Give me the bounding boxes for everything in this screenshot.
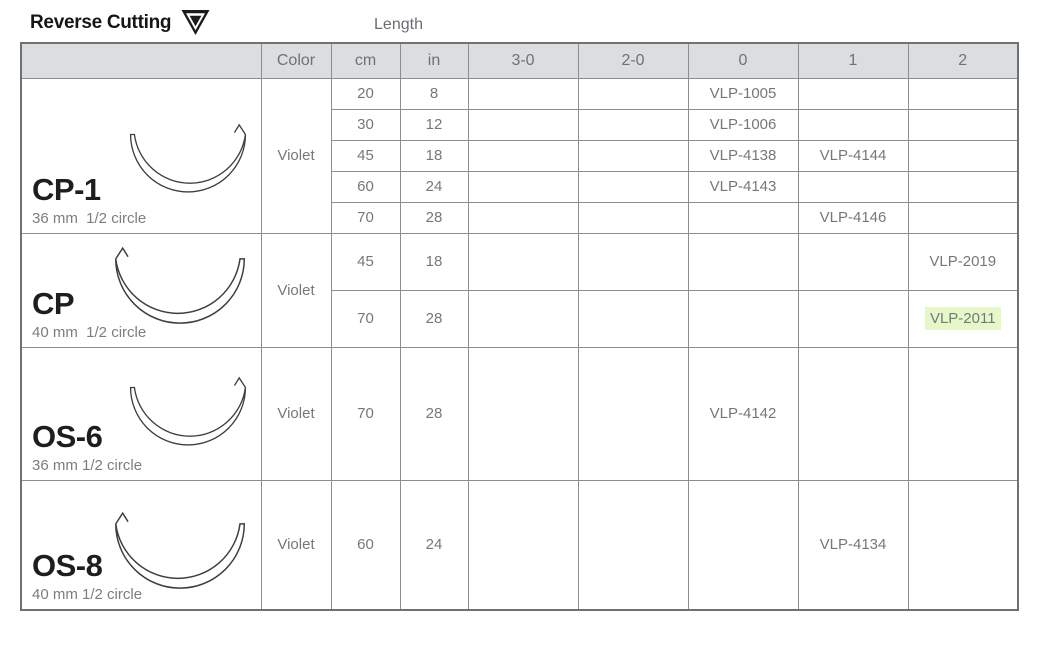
- needle-description-cell: [21, 347, 261, 480]
- length-in-cell: 12: [400, 109, 468, 140]
- section-cp: [21, 233, 1018, 347]
- empty-cell: [578, 109, 688, 140]
- empty-cell: [908, 347, 1018, 480]
- col-header-size-3-0: 3-0: [468, 43, 578, 78]
- empty-cell: [908, 78, 1018, 109]
- product-code-cell: [798, 202, 908, 233]
- product-code: VLP-1005: [709, 85, 777, 102]
- section-os-6: [21, 347, 1018, 480]
- needle-spec-table: [20, 42, 1019, 611]
- col-header-size-1: 1: [798, 43, 908, 78]
- length-in-cell: 18: [400, 233, 468, 290]
- needle-spec: 40 mm 1/2 circle: [32, 323, 147, 341]
- header-row: [21, 43, 1018, 78]
- length-cm-cell: 60: [331, 480, 400, 610]
- product-code: VLP-4144: [819, 147, 887, 164]
- empty-cell: [468, 140, 578, 171]
- empty-cell: [798, 233, 908, 290]
- product-code-cell: [798, 140, 908, 171]
- product-code: VLP-1006: [709, 116, 777, 133]
- needle-spec: 40 mm 1/2 circle: [32, 586, 143, 603]
- length-cm-cell: 30: [331, 109, 400, 140]
- empty-cell: [468, 109, 578, 140]
- product-code-cell: [798, 480, 908, 610]
- needle-code: OS-8: [32, 548, 103, 584]
- color-cell: Violet: [261, 233, 331, 347]
- product-code: VLP-4142: [709, 405, 777, 422]
- length-in-cell: 8: [400, 78, 468, 109]
- needle-label: [32, 418, 143, 474]
- product-code-cell: [688, 78, 798, 109]
- empty-cell: [908, 202, 1018, 233]
- needle-description-cell: [21, 480, 261, 610]
- col-header-size-0: 0: [688, 43, 798, 78]
- length-cm-cell: 45: [331, 140, 400, 171]
- empty-cell: [798, 78, 908, 109]
- empty-cell: [688, 202, 798, 233]
- length-cm-cell: 70: [331, 347, 400, 480]
- product-code-cell: [688, 171, 798, 202]
- product-code-cell: [688, 347, 798, 480]
- empty-cell: [798, 109, 908, 140]
- length-in-cell: 24: [400, 171, 468, 202]
- length-in-cell: 18: [400, 140, 468, 171]
- table-row: [21, 233, 1018, 290]
- length-cm-cell: 20: [331, 78, 400, 109]
- col-header-in: in: [400, 43, 468, 78]
- needle-description-cell: [21, 233, 261, 347]
- table-row: [21, 78, 1018, 109]
- table-row: [21, 347, 1018, 480]
- desc-column-header: [21, 43, 261, 78]
- triangle-down-icon: [180, 9, 211, 36]
- product-code: VLP-2019: [929, 253, 997, 270]
- empty-cell: [908, 109, 1018, 140]
- empty-cell: [468, 347, 578, 480]
- length-column-group-label: Length: [374, 16, 423, 33]
- needle-code: OS-6: [32, 418, 103, 454]
- empty-cell: [468, 171, 578, 202]
- length-cm-cell: 70: [331, 290, 400, 347]
- col-header-cm: cm: [331, 43, 400, 78]
- color-cell: Violet: [261, 347, 331, 480]
- needle-code: CP: [32, 285, 75, 321]
- col-header-size-2: 2: [908, 43, 1018, 78]
- empty-cell: [908, 171, 1018, 202]
- product-code: VLP-4143: [709, 178, 777, 195]
- col-header-color: Color: [261, 43, 331, 78]
- empty-cell: [578, 78, 688, 109]
- needle-spec: 36 mm 1/2 circle: [32, 209, 147, 227]
- empty-cell: [688, 290, 798, 347]
- empty-cell: [468, 233, 578, 290]
- empty-cell: [688, 233, 798, 290]
- color-cell: Violet: [261, 78, 331, 233]
- needle-label: [32, 550, 142, 603]
- length-in-cell: 28: [400, 202, 468, 233]
- empty-cell: [578, 202, 688, 233]
- needle-description-cell: [21, 78, 261, 233]
- product-code: VLP-4146: [819, 209, 887, 226]
- highlighted-product-code: VLP-2011: [925, 307, 1001, 330]
- length-in-cell: 28: [400, 347, 468, 480]
- product-code: VLP-4134: [819, 536, 887, 554]
- table-row: [21, 480, 1018, 610]
- product-code-cell: [908, 290, 1018, 347]
- empty-cell: [908, 140, 1018, 171]
- empty-cell: [798, 290, 908, 347]
- section-cp-1: [21, 78, 1018, 233]
- section-os-8: [21, 480, 1018, 610]
- length-cm-cell: 45: [331, 233, 400, 290]
- empty-cell: [468, 290, 578, 347]
- needle-spec: 36 mm 1/2 circle: [32, 456, 143, 474]
- empty-cell: [798, 347, 908, 480]
- empty-cell: [908, 480, 1018, 610]
- empty-cell: [468, 78, 578, 109]
- color-cell: Violet: [261, 480, 331, 610]
- empty-cell: [578, 290, 688, 347]
- length-cm-cell: 60: [331, 171, 400, 202]
- product-code-cell: [688, 140, 798, 171]
- empty-cell: [798, 171, 908, 202]
- empty-cell: [688, 480, 798, 610]
- page-title: Reverse Cutting: [30, 11, 172, 33]
- product-code: VLP-4138: [709, 147, 777, 164]
- empty-cell: [578, 171, 688, 202]
- needle-label: [32, 171, 147, 227]
- section-header: [30, 9, 211, 36]
- col-header-size-2-0: 2-0: [578, 43, 688, 78]
- empty-cell: [578, 140, 688, 171]
- empty-cell: [468, 202, 578, 233]
- needle-label: [32, 285, 147, 341]
- empty-cell: [578, 480, 688, 610]
- needle-code: CP-1: [32, 171, 101, 207]
- length-cm-cell: 70: [331, 202, 400, 233]
- product-code-cell: [688, 109, 798, 140]
- empty-cell: [468, 480, 578, 610]
- length-in-cell: 28: [400, 290, 468, 347]
- empty-cell: [578, 233, 688, 290]
- product-code-cell: [908, 233, 1018, 290]
- length-in-cell: 24: [400, 480, 468, 610]
- empty-cell: [578, 347, 688, 480]
